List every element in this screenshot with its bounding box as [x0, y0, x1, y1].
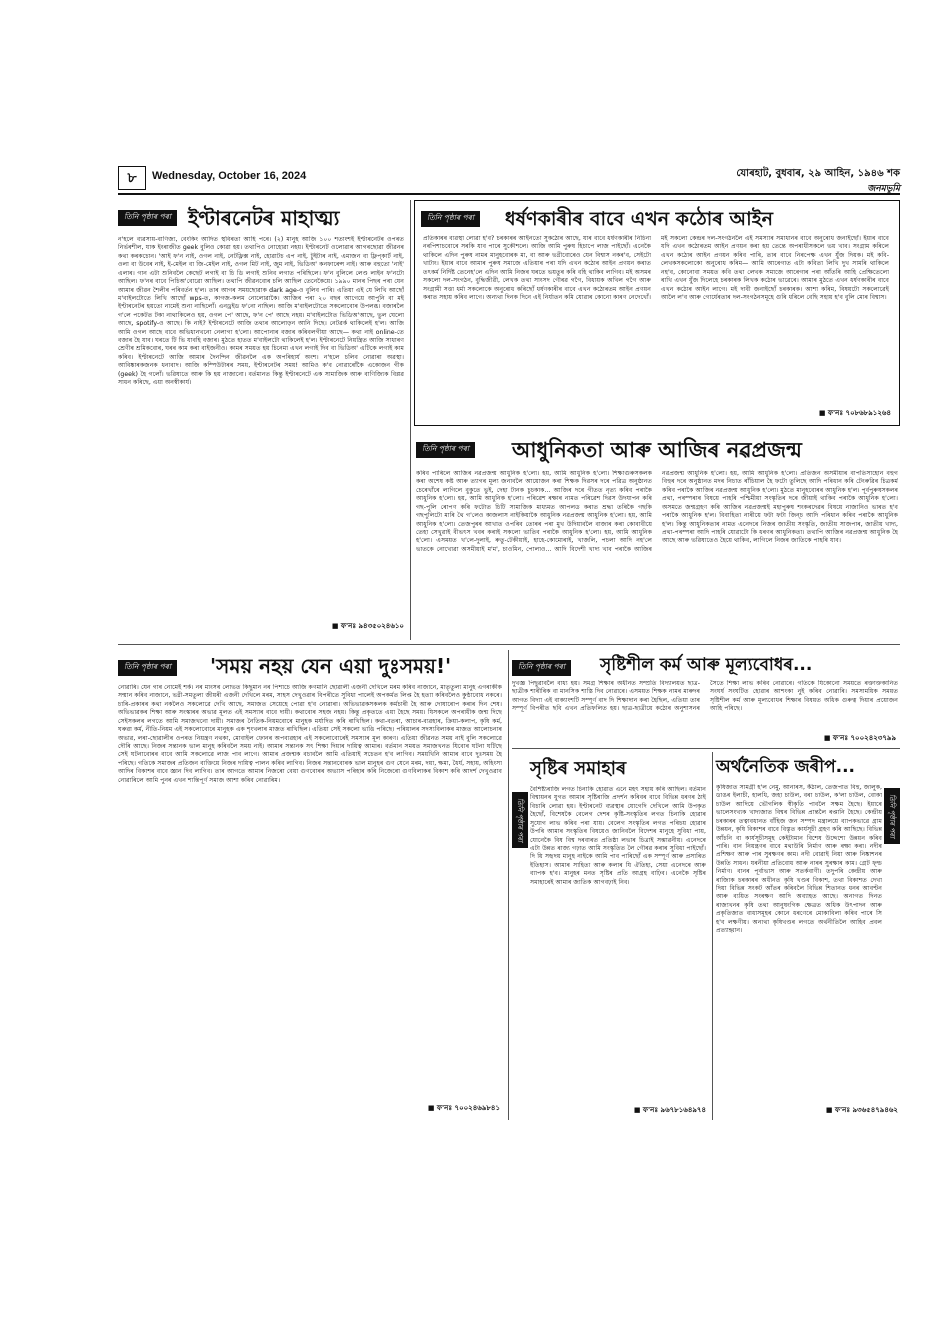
article-title: ইণ্টাৰনেটৰ মাহাত্ম্য — [188, 206, 340, 230]
article-law — [414, 200, 900, 426]
phone-credit: ■ ফ'নঃ ৯৪৩৫০২৪৬১০ — [331, 622, 404, 630]
section-divider — [118, 644, 900, 645]
continued-tag: তিনি পৃষ্ঠাৰ পৰা — [512, 660, 571, 676]
column-divider — [508, 650, 509, 1120]
article-title: আধুনিকতা আৰু আজিৰ নৱপ্ৰজন্ম — [512, 438, 802, 462]
article-body: বৈশিষ্ট্যৰাজি লগত চিনাকি হোৱাত এনে মহৎ সহায় কৰি আছিল। বৰ্তমান বিশ্বায়নৰ যুগত আমাৰ সৃষ্টিৰাজি প্ৰদৰ্শন কৰিবৰ বাবে বিভিন্ন ধৰণৰ ঠাই বিচাৰি লোৱা হয়। ইণ্টাৰনেট ব্যৱস্থাৰ যোগেদি দেখিলে আমি উপকৃত হৈছোঁ, বিশেষকৈ বেলেগ দেশৰ কৃষ্টি-সংস্কৃতিৰ লগত চিনাকি হোৱাৰ সুযোগ লাভ কৰিব পৰা যায়। বেলেগ সংস্কৃতিৰ লগত পৰিচয় হোৱাৰ উপৰি আমাৰ সংস্কৃতিৰ বিষয়েও জানিবলৈ বিদেশৰ মানুহে সুবিধা পায়, যোনেকৈ বিষ বিশ্ব দৰবাৰত প্ৰতিষ্ঠা লভাৰ চিত্ৰাই সম্ভাৱনীয়। এনেদৰে এটা উন্নত ৰাজ্য গঢ়াত আমি সংস্কৃতিত লৈ গৌৰৱ কৰাৰ সুবিধা পাইছোঁ। দি য়ি সহৃদয় মানুহ নাইকে আমি পাব পাৰিছোঁ এক সম্পূৰ্ণ আৰু প্ৰসাৰিত ইতিহাস। আমাৰ সাহিত্য আৰু কলাৰ যি ঐতিহ্য, সেয়া এনেদৰে আৰু ব্যাপক হ'ব। মানুহৰ মনত সৃষ্টিৰ প্ৰতি আগ্ৰহ বাঢ়িব। এনেকৈ সৃষ্টিৰ সমাহাৰেই আমাৰ জাতিক আগবঢ়াই নিব। — [530, 786, 706, 886]
phone-credit: ■ ফ'নঃ ৭০৮৬৮৯১২৬৪ — [818, 409, 891, 417]
article-body: কৃষিজাত সামগ্ৰী হ'ল নেমু, আনাৰস, কঁঠাল, তেজপাত বিহু, জালুক, ডাঙৰ ইলাচী, হালধি, জহা চাউল, বৰা চাউল, ক'লা চাউল, বোকা চাউল আদিয়ে ভৌগলিক স্বীকৃতি পাবলৈ সক্ষম হৈছে। ইয়াৰে ভালেসংখ্যক খাদ্যজাত বিশ্বৰ বিভিন্ন প্ৰান্তলৈ ৰপ্তানি হৈছে। কেন্দ্ৰীয় চৰকাৰৰ তত্বাবধানত বাঁহিজ জন সম্পদ মন্ত্ৰালয়ে ব্যাপকভাৱে গ্ৰাম উন্নয়ন, কৃষি বিকাশৰ বাবে বিস্তৃত কাৰ্যসূচী গ্ৰহণ কৰি আছিছে। বিভিন্ন আঁচনি বা কাৰ্যসূচীসমূহ কেইটামান বিশেষ উদ্দেশ্যে উন্নয়ন কৰিব পাৰি। বান নিয়ন্ত্ৰণৰ বাবে মথাউৰি নিৰ্মাণ আৰু ৰক্ষা কৰা। নদীৰ প্ৰশিক্ষণ আৰু পাৰ সুৰক্ষণৰ কাম। নদী বোৱাই নিয়া আৰু নিষ্কাশনৰ উন্নতি সাধন। যৰনীয়া প্ৰতিবোধ আৰু নাৰৰ সুৰক্ষাৰ কাম। গ্ৰেট ফ্ল্ড নিৰ্মাণ। বানৰ পূৰ্বাভাস আৰু সতৰ্কবাণী। তদুপৰি কেন্দ্ৰীয় আৰু ৰাজ্যিক চৰকাৰৰ অধীনত কৃষি খণ্ডৰ বিকাশ, তথা বিকাশত দেখা দিয়া বিভিন্ন সংকট আঁতৰ কৰিবলৈ বিভিন্ন শিতানত ধনৰ আবণ্টন আৰু ব্যয়িত সংৰক্ষণ আদি অব্যাহত আছে। অনাগত দিনত ৰাজ্যখনৰ কৃষি তথা আনুষংগিক ক্ষেত্ৰত অধিক উৎপাদন আৰু প্ৰকৃতিজাত বাধাসমূহৰ কোনে ধৰণেৰে মোকাবিলা কৰিব পাৰে সি হ'ব লক্ষণীয়। অন্যথা কৃষিখণ্ডৰ লগতে অৰ্থনীতিলৈ আহিব প্ৰবল প্ৰত্যাহ্বান। — [716, 784, 882, 935]
article-internet — [118, 200, 406, 630]
article-title: সৃষ্টিৰ সমাহাৰ — [530, 758, 627, 779]
phone-credit: ■ ফ'নঃ ৭০০২৪২৩৭৯৯ — [823, 734, 896, 742]
phone-credit: ■ ফ'নঃ ৯৩৬৫৪৭৯৪৬২ — [825, 1106, 898, 1114]
article-title: ধৰ্ষণকাৰীৰ বাবে এখন কঠোৰ আইন — [505, 208, 773, 230]
column-divider — [712, 752, 713, 1120]
continued-tag: তিনি পৃষ্ঠাৰ পৰা — [512, 792, 528, 848]
continued-tag: তিনি পৃষ্ঠাৰ পৰা — [884, 788, 900, 844]
article-economic — [716, 752, 900, 1120]
continued-tag: তিনি পৃষ্ঠাৰ পৰা — [416, 442, 475, 458]
article-body: কৰিব পাৰিলে আজিৰ নৱপ্ৰজন্ম আধুনিক হ'লো। হয়, আমি আধুনিক হ'লো। শিক্ষাগুৰুসকলক কৰা অশেষ কষ্ট আৰু ত্যাগৰ মূল্য জনাবলৈ আয়োজন কৰা শিক্ষক দিৱসৰ দৰে পৱিত্ৰ অনুষ্ঠানত চেৰেখাঁৰে লাগিলে বুকুতে ভুই, দেহা টানক চুচকাক... আজিৰ দৰে গীতত নৃত্য কৰিব পৰাকৈ আধুনিক হ'লো। হয়, আমি আধুনিক হ'লো। পৰিৱেশ ৰক্ষাৰ নামত পৰিৱেশ দিৱস উদযাপন কৰি গছ-পুলি ৰোপণ কৰি ফটোত চিটি সামাজিক মাধ্যমত আপলড কৰাত শ্ৰদ্ধা তৰিকৈ গছকি গছপুলিটো মাৰি থৈ গ'লেও কাজলাস নাইকিয়াকৈ আধুনিক নৱপ্ৰজন্ম আধুনিক হ'লো। হয়, আমি আধুনিক হ'লো। তেজপুৰৰ আখাত ওপৰিব তোৰৰ পৰা মুখ উদিয়াবলৈ বাজাৰ কৰা কোবাবীয়ে তেহা সেখুৱাই বীভৎস খবৰ কৰাই সকলো ভাতিব পৰাকৈ আধুনিক হ'লো। হয়, আমি আধুনিক হ'লো। এসময়ত খ'লে-দুলাই, ৰুতু-টেকীয়াই, হাহে-কোমোৰাই, খাজলি, পচলা আদি নহ'লে ভাতকে নোখোৱা অসমীয়াই ম'ম', চাওমিন, পোলাও... আদি বিদেশী খাদ্য খাব পৰাকৈ আজিৰ নৱপ্ৰজন্ম আধুনিক হ'লো। হয়, আমি আধুনিক হ'লো। প্ৰতিজন অসমীয়াৰ বাপতিসাহোন বহুগ বিহুৰ দৰে অনুষ্ঠানত মদৰ নিচাত ৰাঁচিয়াল হৈ ফটো তুলিছে আদি পৰিধান কৰি টেংৰুৱিৰ চিত্ৰকৰ্ম কৰিব পৰাকৈ আজিৰ নৱপ্ৰজন্ম আধুনিক হ'লো। মুঠতে মানুহবোৰৰ আধুনিক হ'ল। পূৰ্বপুৰুষসকলৰ প্ৰথা, পৰম্পৰাৰ বিষয়ে পাহৰি পশ্চিমীয়া সংস্কৃতিৰ দৰে জীয়াই থাকিব পৰাকৈ আধুনিক হ'লো। অসমতে জন্মগ্ৰহণ কৰি আজিৰ নৱপ্ৰজন্মই মহাপুৰুষ শংকৰদেৱৰ বিষয়ে নাজানিও ভাৰত হ'ব পৰাকৈ আধুনিক হ'ল। বিবাহিতা নাৰীয়ে ফটা ফটা জিন্‌চ আদি পৰিধান কৰিব পৰাকৈ আধুনিক হ'ল। কিন্তু আধুনিকতাৰ নামত এনেদৰে নিজৰ জাতীয় সংস্কৃতি, জাতীয় সাজপাৰ, জাতীয় খাদ্য, প্ৰথা-পৰম্পৰা আদি পাহৰি যোৱাটো কি ধৰণৰ আধুনিকতা। তথাপি আজিৰ নৱপ্ৰজন্ম আধুনিক হৈ আছে আৰু ভৱিষ্যতেও হৈয়ে থাকিব, লাগিলে নিজৰ জাতিকে পাহৰি যাব। — [416, 470, 898, 553]
article-sristi — [512, 752, 708, 1120]
continued-tag: তিনি পৃষ্ঠাৰ পৰা — [118, 660, 177, 676]
article-time — [118, 650, 504, 1120]
article-title: 'সময় নহয় যেন এয়া দুঃসময়!' — [210, 654, 452, 678]
page-header — [118, 164, 900, 192]
header-rule — [118, 193, 900, 195]
article-body: নোৱাৰি। যেন গাৰ নোমেই শৰ্ক। নৰ মাংসৰ লোভত কিছুমান নৰ পিশাচে আজি কণমানি ছোৱালী এজনী দেখিলে মৰম কৰিব নাজানে, মাতৃতুল্য মানুহ এগৰাকীক সন্মান কৰিব নাজানে, ভগ্নী-সমতুল্য জীয়ৰী এজনী দেখিলে মৰম, সাহস দেখুওৱাৰ বিপৰীতে সুবিধা পালেই অপকৰ্মত লিপ্ত হৈ হত্যা কৰিবলৈও কুণ্ঠাবোধ নকৰে। চাৰি-প্ৰকাৰৰ কথা নকলৈও সকলোৱে দেখি আছে, সমাজত সেয়েহে পোৱা হ'ব নোৱাৰা। অভিভাৱকসকলক কৰ্মচাৰী হৈ আৰু দোষাৰোপ কৰাৰ দিন শেষ। অভিভাৱকৰ শিক্ষা আৰু সংস্কাৰৰ অভাৱ মূলত এই সমস্যাৰ বাবে দায়ী। কথাবোৰ সহজ নহয়। কিন্তু প্ৰকৃততে এয়া হৈছে সময়। যিসকলে অপৰাধীক জন্ম দিছে সেইসকলৰ লগতে আমি সমাজখনো দায়ী। সমাজৰ নৈতিক-নিয়মবোৰে মানুহক মৰ্যাদিত কৰি ৰাখিছিল। কথা-বতৰা, আচাৰ-ব্যৱহাৰ, ক্ৰিয়া-কলাপ, কৃষি কৰ্ম, ঘৰুৱা কৰ্ম, নীতি-নিয়ম এই সকলোবোৰে মানুহক এক শৃংখলাৰ মাজত ৰাখিছিল। এতিয়া সেই সকলো ভাঙি পৰিছে। পৰিয়ালৰ সদস্যবিলাকৰ মাজত আলোচনাৰ অভাৱ, লৰা-ছোৱালীৰ ওপৰত নিয়ন্ত্ৰণ নথকা, মোবাইল ফোনৰ অপব্যৱহাৰ এই সকলোবোৰেই সমস্যাৰ মূল কাৰণ। এতিয়া জীৱনত সময় নাই বুলি সকলোৱে দৌৰি আছে। নিজৰ সন্তানক ভাল মানুহ কৰিবলৈ সময় নাই। আমাৰ সন্তানক সৎ শিক্ষা দিয়াৰ দায়িত্ব আমাৰ। বৰ্তমান সময়ত সমাজখনত যিবোৰ ঘটনা ঘটিছে সেই ঘটনাবোৰৰ বাবে আমি সকলোৱে লাজ পাব লাগে। আমাৰ প্ৰজন্মক বচাবলৈ আমি এতিয়াই সচেতন হ'ব লাগিব। সময়খিনি আমাৰ বাবে দুঃসময় হৈ পৰিছে। গতিকে সমাজৰ প্ৰতিজন ব্যক্তিয়ে নিজৰ দায়িত্ব পালন কৰিব লাগিব। নিজৰ সন্তানবোৰক ভাল মানুহৰ গুণ যেনে মৰম, দয়া, ক্ষমা, ধৈৰ্য, সহায়, অহিংসা আদিৰ বিকাশৰ বাবে জ্ঞান দিব লাগিব। তাৰ আগতে আমাৰ নিজৰো বেয়া গুণবোৰৰ অভ্যাস পৰিহাৰ কৰি নিজেৰো গুণবিলাকৰ বিকাশ কৰি আদৰ্শ দেখুওৱাব নোৱাৰিলে আমি পুনৰ এখন শান্তিপূৰ্ণ সমাজ আশা কৰিব নোৱাৰিম। — [118, 684, 502, 784]
article-title: অৰ্থনৈতিক জৰীপ... — [716, 757, 856, 777]
continued-tag: তিনি পৃষ্ঠাৰ পৰা — [118, 210, 177, 226]
newspaper-logo: জনমভূমি — [867, 184, 900, 194]
phone-credit: ■ ফ'নঃ ৭০০২৪৬৯৮৪১ — [427, 1104, 500, 1112]
article-title: সৃষ্টিশীল কৰ্ম আৰু মূল্যবোধৰ... — [600, 655, 813, 675]
issue-date: Wednesday, October 16, 2024 — [152, 170, 307, 182]
continued-tag: তিনি পৃষ্ঠাৰ পৰা — [421, 211, 480, 227]
article-body: প্ৰতিকাৰৰ ব্যৱস্থা লোৱা হ'ব? চৰকাৰৰ আইনতো সুকঠোৰ আছে, যাৰ বাবে ধৰ্ষণকাৰীৰ নিচিনা নৰপিশাচবোৰে সৰকি যাব পাৰে সুকৌশলে। আজি আমি পুৰুষ হিচাপে লাজ পাইছোঁ। এনেকৈ থাকিলে এদিন পুৰুষ নামৰ মানুহবোৰক মা, বা আৰু ভগ্নীবোৰেও যেন বিশ্বাস নকৰ'ব, সেইটো খাটাং। ইয়াৰ বাবে আমাৰ পুৰুষ সমাজে এতিয়াৰ পৰা যদি এখন কঠোৰ আইন প্ৰণয়ন কৰাত তৎকৰ্ম নিৰ্দিষ্ট তেনেহ'লে এদিন আমি নিজৰ ঘৰতে ভয়তুৰ কৰি বহি থাকিব লাগিব। মই অসমৰ সকলো দল-সংগঠন, বুদ্ধিজীৱী, লেখক তথা সাংসদ গৌৰৱ গগৈ, বিধায়ক অখিল গগৈ আৰু সংগ্ৰামী সত্তা ধৰ্মা সকলোকে অনুৰোধ কৰিছোঁ ধৰ্ষণকাৰীৰ বাবে এখন কঠোৰতম আইন প্ৰণয়ন কৰাত সহায় কৰিব লাগে। অন্যথা দিনক দিনে এই নিৰ্যাতন কমি যোৱাৰ কোনো কাৰণ নেদেখোঁ। মই সকলো কেন্দ্ৰৰ দল-সংগঠনলৈ এই সমস্যাৰ সমাধানৰ বাবে অনুৰোধ জনাইছোঁ। ইয়াৰ বাবে যদি এখন কঠোৰতম আইন প্ৰণয়ন কৰা হয় তেন্তে অপৰাধীসকলে ভয় খাব। সংগ্ৰাম কৰিলে এখন কঠোৰ আইন প্ৰণয়ন কৰিব পাৰি, তাৰ বাবে নিৰপেক্ষ এখন যুঁজ দিয়ক। মই কবি-লেখকসকলোকো অনুৰোধ কৰিম— আমি আৰেগাত এটা কবিতা লিখি দুখ সামৰি থাকিলে নহ'ব, কোনোবা সময়ত কবি তথা লেখক সমাজে আৰেগাৰ পৰা আঁতৰি আহি প্ৰেক্ষিতেলো ৰাখি এখন যুঁজ দিলেহে চৰকাৰক লিখক কঠোৰ ভাৱেৰে। আমাৰ মুঠতে এখন ধৰ্ষণকাৰীৰ বাবে এখন কঠোৰ আইন লাগে। মই দাবী জনাইছোঁ চৰকাৰক। আশা কৰিম, বিষয়টো সকলোৱেই আলৈ ল'ব আৰু গোৰ্যেৰতাৰ দল-সংগঠনসমূহে গুৰি ধৰিলে বেছি সহায় হ'ব বুলি মোৰ বিশ্বাস। — [423, 235, 889, 301]
column-divider — [410, 200, 411, 640]
page-number: ৮ — [118, 166, 146, 190]
section-divider — [512, 748, 900, 749]
place-date: যোৰহাট, বুধবাৰ, ২৯ আহিন, ১৯৪৬ শক — [736, 168, 900, 179]
article-creative — [512, 650, 900, 742]
article-modern — [414, 430, 900, 640]
article-body: দুখজ্ঞ পিছুৱাবলৈ বাধ্য হয়। সমগ্ৰ শিক্ষাৰ অধীনত সম্প্ৰতি বিদ্যালয়ত ছাত্ৰ-ছাত্ৰীক শাৰীৰিক বা মানসিক শাস্তি দিব নোৱাৰে। এসময়ত শিক্ষক নামৰ মাৰুদৰ আগত বিদ্যা এই বাক্যাংশটি সম্পূৰ্ণ বাদ দি শিক্ষাদান কৰা হৈছিল, এতিয়া তাৰ সম্পূৰ্ণ বিপৰীত ছবি এখন প্ৰতিফলিত হয়। ছাত্ৰ-ছাত্ৰীয়ে কঠোৰ অনুশাসনৰ সৈতে শিক্ষা লাভ কৰিব নোৱাৰে। গতিকে যিকোনো সময়তে ৰক্তাক্তকানিত সংঘৰ্ষ সংঘটিত হোৱাৰ আশংকা নুই কৰিব নোৱাৰি। সমসাময়িক সময়ত সৃষ্টিশীল কৰ্ম আৰু মূল্যবোধৰ শিক্ষাৰ বিষয়ত অধিক গুৰুত্ব দিয়াৰ প্ৰয়োজন আহি পৰিছে। — [512, 680, 898, 713]
article-body: ন'হলে ব্যৱসায়-বাণিজ্য, বেংকিং আদিত স্থবিৰতা আহি পৰে। (২) মানুহ আজি ১০০ শতাংশই ইণ্টাৰনেটৰ ওপৰত নিৰ্ভৰশীল, যাক ইংৰাজীত geek বুলিও কোৱা হয়। তথাপিও নোহোৱা নহয়। ইণ্টাৰনেট ওলোৱাৰ আগৰছোৱা জীৱনৰ কথা কৰকচোন। 'আই ফ'ন নাই, ওগল নাই, নেটফ্লিক্স নাই, হোৱাটচ এপ নাই, টুইটাৰ নাই, এমাজন বা ফ্লিপ্‌কাৰ্ট নাই, ওলা বা উবেৰ নাই, ই-মেইল বা জি-মেইল নাই, ওগল মিট নাই, জুম নাই, ভিডিঅ' কনফাৰেন্স নাই। আৰু বহুতো 'নাই' এলাৰ। গান এটা শুনিবলৈ কেছেট লগাই বা চি ডি লগাই শুনিব লগাত পৰিছিলে। ফ'ন বুলিলে লেণ্ড লাইন ফ'নটো আছিল। ফ'নৰ বাবে পিচিঅ'বোৱো আছিল। তথাপি জীৱনবোৰ চলি আছিল তেনেকৈয়ে। ১৯৯০ মানৰ পিছৰ পৰা যেন আমাৰ জীৱন শৈলীৰ পৰিবৰ্তন হ'ল। তাৰ আগৰ সময়ছোৱাক dark age-ও বুলিব পাৰি। এতিয়া এই যে লিখি আছোঁ ম'বাইলটোতে লিখি আছোঁ wps-ত, কাগজ-কলম নোলোৱাকৈ। আজিৰ পৰা ২০ বছৰ আগেয়ে আপুনি বা মই ইণ্টাৰনেটৰ হয়তো নামেই শুনা নাছিলোঁ। এনড্ৰইড ফ'নো নাছিল। আজি ম'বাইলটোতে সকলোবোৰ উপলব্ধ। বজাৰলৈ গ'লে পকেটত টকা নাথাকিলেও হয়, ওগল পে' আছে, ফ'ন পে' আছে নহয়। ম'বাইলটোত ভিডিঅ'আছে, ভুল ঘেলো আছে, spotify-ও আছে। কি নাই? ইণ্টাৰনেটে আজি তথ্যৰ আলোড়ন আনি দিছে। নেটৱৰ্ক থাকিলেই হ'ল। আজি আমি ওগল আছে বাবে অভিধানখনো নেলাগা হ'লো। আপোনাৰ বজাৰ কৰিবলগীয়া আছে— কথা নাই online-তে বজাৰ হৈ যাব। ঘৰতে টি ভি যাবহি বজাৰ। মুঠতে হাতত ম'বাইলটো থাকিলেই হ'ল। ইণ্টাৰনেটে নিয়ন্ত্ৰিত আজি সাধাৰণ শ্ৰেণীৰ শ্ৰমিকবোৰ, ঘৰৰ কাম কৰা বাইজনীও। কামৰ সময়ত হয় চিনেমা এখন লগাই দিব বা ভিডিঅ' এটিকে লগাই কাম কৰিব। ইণ্টাৰনেটে আজি আমাৰ দৈনন্দিন জীৱনলৈ এক অপৰিহাৰ্য অংশ। ন'হলে চলিব নোৱাৰা অৱস্থা। আবিষ্কাৰকজনক ধন্যবাদ। আজি কম্পিউটাৰৰ সময়, ইণ্টাৰনেটৰ সময়! আমিও ক'ব নোৱাৰোঁকৈ একোজন গীক (geek) হৈ গলোঁ। ভৱিষ্যতে আৰু কি হয় নাজানো। বৰ্তমানত কিন্তু ইণ্টাৰনেটে এক সামাজিক আৰু বাণিজ্যিক বিপ্লৱ সাধন কৰিছে, এয়া অনস্বীকাৰ্য। — [118, 236, 404, 387]
phone-credit: ■ ফ'নঃ ৯৬৭৮১৬৪৯৭৪ — [633, 1106, 706, 1114]
